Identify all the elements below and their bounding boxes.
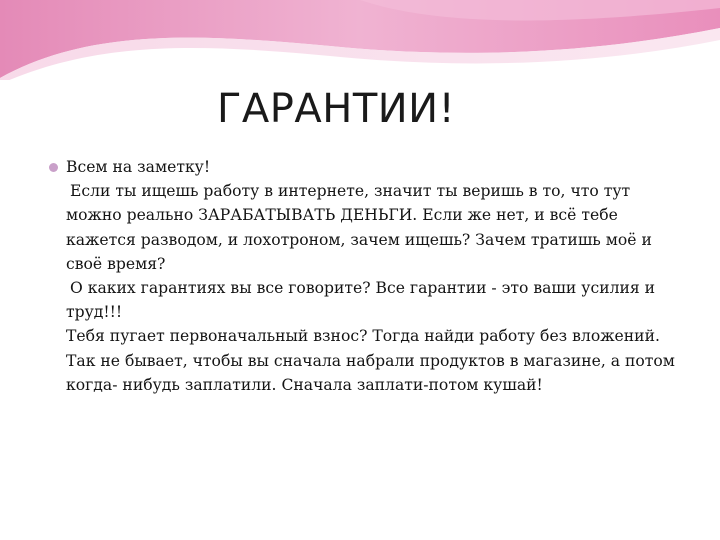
text-line: кажется разводом, и лохотроном, зачем ищешь? Зачем тратишь моё и — [66, 230, 652, 249]
bullet-dot-icon — [49, 163, 58, 172]
text-line: когда- нибудь заплатили. Сначала заплати-потом кушай! — [66, 375, 543, 394]
text-line: Так не бывает, чтобы вы сначала набрали продуктов в магазине, а потом — [66, 351, 675, 370]
text-line: Тебя пугает первоначальный взнос? Тогда найди работу без вложений. — [66, 327, 660, 346]
slide-title: ГАРАНТИИ! — [217, 86, 456, 132]
header-wave-decoration — [0, 0, 720, 80]
bullet-text — [66, 155, 686, 397]
text-line: можно реально ЗАРАБАТЫВАТЬ ДЕНЬГИ. Если же нет, и всё тебе — [66, 206, 618, 225]
text-line: труд!!! — [66, 303, 123, 322]
text-line: своё время? — [66, 254, 166, 273]
text-line: О каких гарантиях вы все говорите? Все гарантии - это ваши усилия и — [70, 279, 656, 298]
text-line: Если ты ищешь работу в интернете, значит ты веришь в то, что тут — [70, 182, 631, 201]
text-line: Всем на заметку! — [66, 158, 211, 176]
